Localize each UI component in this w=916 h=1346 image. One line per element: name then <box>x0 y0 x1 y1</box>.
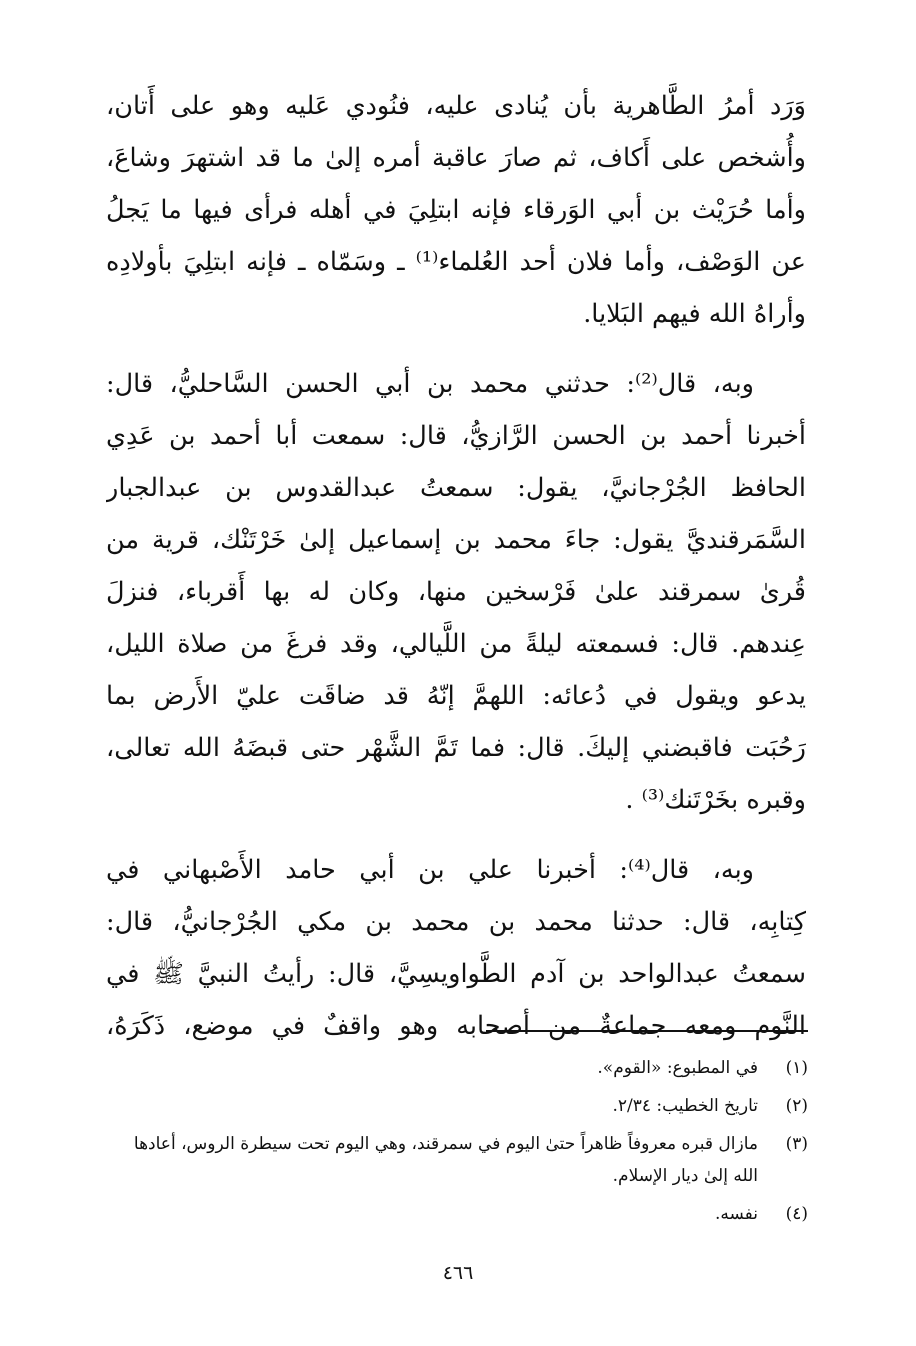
text-line: وبه، قال⁽⁴⁾: أخبرنا علي بن أبي حامد الأَصْبهاني في <box>106 855 754 885</box>
footnote-text <box>108 1128 758 1192</box>
page-number: ٤٦٦ <box>442 1262 474 1284</box>
footnote-text: في المطبوع: «القوم». <box>597 1058 758 1078</box>
footnote-line: مازال قبره معروفاً ظاهراً حتىٰ اليوم في سمرقند، وهي اليوم تحت سيطرة الروس، أعادها <box>133 1134 758 1154</box>
text-line: وأما حُرَيْث بن أبي الوَرقاء فإنه ابتلِيَ في أهله فرأى فيها ما يَجلُ <box>106 195 806 225</box>
text-line: وقبره بخَرْتَنك⁽³⁾ . <box>625 785 806 815</box>
text-line: وأراهُ الله فيهم البَلايا. <box>583 299 806 329</box>
footnote-divider <box>486 1030 808 1032</box>
text-line: سمعتُ عبدالواحد بن آدم الطَّواويسِيَّ، قال: رأيتُ النبيَّ ﷺ في <box>106 959 806 989</box>
text-line: قُرىٰ سمرقند علىٰ فَرْسخين منها، وكان له بها أَقرباء، فنزلَ <box>106 577 806 607</box>
text-line: عن الوَصْف، وأما فلان أحد العُلماء⁽¹⁾ ـ وسَمّاه ـ فإنه ابتلِيَ بأولادِه <box>106 247 806 277</box>
text-line: رَحُبَت فاقبضني إليكَ. قال: فما تَمَّ الشَّهْر حتى قبضَهُ الله تعالى، <box>106 733 806 763</box>
text-line: وَرَد أمرُ الطَّاهرية بأن يُنادى عليه، فنُودي عَليه وهو على أَتان، <box>106 91 806 121</box>
text-line: السَّمَرقنديَّ يقول: جاءَ محمد بن إسماعيل إلىٰ خَرْتَنْك، قرية من <box>106 525 806 555</box>
text-line: يدعو ويقول في دُعائه: اللهمَّ إنّهُ قد ضاقَت عليّ الأَرض بما <box>106 681 806 711</box>
text-line: الحافظ الجُرْجانيَّ، يقول: سمعتُ عبدالقدوس بن عبدالجبار <box>106 473 806 503</box>
text-line: وأُشخص على أَكاف، ثم صارَ عاقبة أمره إلىٰ ما قد اشتهرَ وشاعَ، <box>106 143 806 173</box>
footnote-number: (١) <box>785 1058 808 1078</box>
text-line: عِندهم. قال: فسمعته ليلةً من اللَّيالي، وقد فرغَ من صلاة الليل، <box>106 629 806 659</box>
footnote-number: (٢) <box>785 1096 808 1116</box>
footnote-number: (٣) <box>785 1134 808 1154</box>
text-line: وبه، قال⁽²⁾: حدثني محمد بن أبي الحسن السَّاحليُّ، قال: <box>106 369 754 399</box>
paragraph-2 <box>106 358 806 826</box>
paragraph-1 <box>106 80 806 340</box>
footnote-text: تاريخ الخطيب: ٢/٣٤. <box>612 1096 758 1116</box>
text-line: النَّوم ومعه جماعةٌ من أصحابه وهو واقفٌ في موضع، ذَكَرَهُ، <box>106 1011 806 1041</box>
footnote-1 <box>108 1052 808 1084</box>
text-line: أخبرنا أحمد بن الحسن الرَّازيُّ، قال: سمعت أبا أحمد بن عَدِي <box>106 421 806 451</box>
footnote-4 <box>108 1198 808 1230</box>
footnote-2 <box>108 1090 808 1122</box>
footnote-number: (٤) <box>785 1204 808 1224</box>
footnote-text: نفسه. <box>714 1204 758 1224</box>
main-text <box>106 80 806 1052</box>
paragraph-3 <box>106 844 806 1052</box>
footnote-line: الله إلىٰ ديار الإسلام. <box>612 1166 758 1186</box>
text-line: كِتابِه، قال: حدثنا محمد بن محمد بن مكي الجُرْجانيُّ، قال: <box>106 907 806 937</box>
footnote-3 <box>108 1128 808 1192</box>
footnotes <box>108 1052 808 1230</box>
